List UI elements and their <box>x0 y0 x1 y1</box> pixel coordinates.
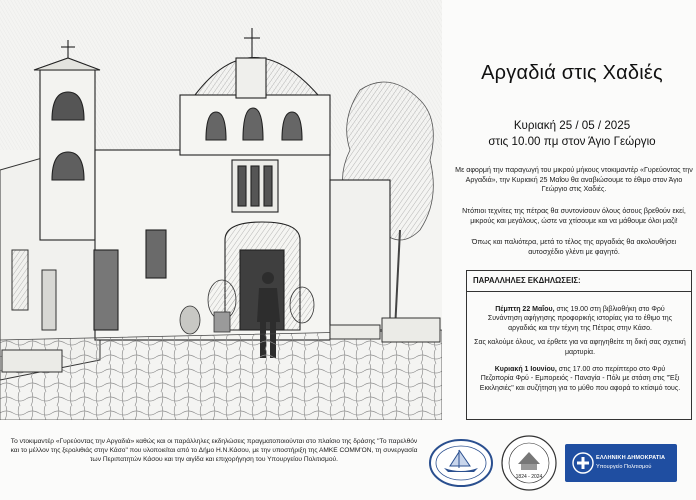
event-2-time-place: στις 17.00 στο περίπτερο στο Φρύ <box>556 366 666 373</box>
feast-paragraph: Όπως και παλιότερα, μετά το τέλος της αργαδιάς θα ακολουθήσει αυτοσχέδιο γλέντι με φαγητό. <box>471 238 677 256</box>
parallel-events-heading: ΠΑΡΑΛΛΗΛΕΣ ΕΚΔΗΛΩΣΕΙΣ: <box>467 271 691 292</box>
parallel-events-box <box>466 270 692 420</box>
event-item-2 <box>473 365 687 393</box>
craftsmen-paragraph: Ντόπιοι τεχνίτες της πέτρας θα συντονίσουν όλους όσους βρεθούν εκεί, μικρούς και μεγάλους, ώστε να χτίσουμε και να μάθουμε όλοι μαζί! <box>462 207 686 225</box>
event-1-date: Πέμπτη 22 Μαΐου, <box>495 306 555 313</box>
greek-emblem-icon <box>571 450 595 476</box>
event-date-line1: Κυριακή 25 / 05 / 2025 <box>513 119 631 132</box>
ministry-line2: Υπουργείο Πολιτισμού <box>596 464 652 470</box>
ministry-of-culture-logo <box>565 444 677 482</box>
event-title: Αργαδιά στις Χαδιές <box>481 62 663 84</box>
event-2-when <box>473 365 687 374</box>
event-date <box>448 118 696 150</box>
event-2-description: Πεζοπορία Φρύ - Εμπορειός - Παναγία - Πόλι με στάση στις "Έξι Εκκλησιές" και συζήτηση για το μύθο που αφορά το κτίσιμό τους. <box>479 375 681 392</box>
event-2-date: Κυριακή 1 Ιουνίου, <box>494 366 557 373</box>
event-1-time-place: στις 19.00 στη βιβλιοθήκη στο Φρύ <box>554 306 665 313</box>
seal-years: 1824 - 2024 <box>515 474 543 480</box>
event-1-description: Συνάντηση αφήγησης προφορικής ιστορίας για το έθιμο της αργαδιάς και την τέχνη της Πέτρας στην Κάσο. <box>487 315 673 332</box>
event-time-location: στις 10.00 πμ στον Άγιο Γεώργιο <box>488 135 656 148</box>
kasos-municipality-seal-logo <box>428 438 494 488</box>
intro-paragraph: Με αφορμή την παραγωγή του μικρού μήκους ντοκιμαντέρ «Γυρεύοντας την Αργαδιά», την Κυριακή 25 Μαΐου θα αναβιώσουμε το έθιμο στον Άγιο Γεώργιο στις Χαδιές. <box>455 166 693 194</box>
ministry-line1: ΕΛΛΗΝΙΚΗ ΔΗΜΟΚΡΑΤΙΑ <box>596 455 666 461</box>
event-item-1 <box>473 305 687 357</box>
event-1-invitation: Σας καλούμε όλους, να έρθετε για να αφηγηθείτε τη δική σας σχετική μαρτυρία. <box>474 339 686 356</box>
event-1-when <box>473 305 687 314</box>
anniversary-seal-logo <box>500 434 558 492</box>
footer-credits: Το ντοκιμαντέρ «Γυρεύοντας την Αργαδιά» καθώς και οι παράλληλες εκδηλώσεις πραγματοποιούνται στο πλαίσιο της δράσης "Το παρελθόν και το μέλλον της ξερολιθιάς στην Κάσο" που υλοποιείται από το Δήμο Η.Ν.Κάσου, με την υποστήριξη της ΑΜΚΕ COMM'ON, τη συνεργασία των Περιπατητών Κάσου και την αιγίδα και επιχορήγηση του Υπουργείου Πολιτισμού. <box>10 438 418 464</box>
